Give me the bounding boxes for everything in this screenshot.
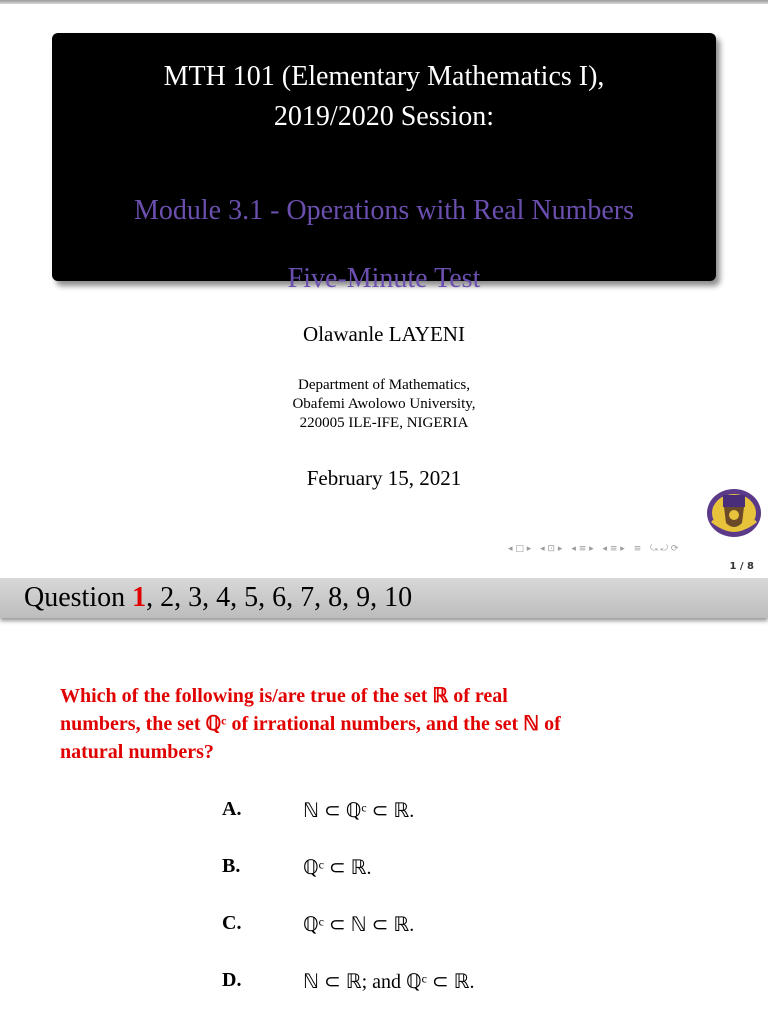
presentation-date: February 15, 2021	[306, 466, 462, 490]
affiliation	[0, 376, 768, 433]
option-expression: ℚᶜ ⊂ ℝ.	[303, 857, 372, 879]
slide-title	[52, 57, 716, 137]
title-line-2: 2019/2020 Session:	[273, 101, 495, 132]
option-d[interactable]	[0, 969, 768, 999]
question-slide	[0, 578, 768, 1024]
author-name: Olawanle LAYENI	[303, 322, 465, 346]
question-nav-title	[24, 580, 412, 616]
page-number: 1 / 8	[729, 561, 754, 572]
beamer-navigation-bar[interactable]	[508, 544, 684, 556]
question-header	[0, 578, 768, 618]
nav-outline-icon[interactable]: ≡	[633, 544, 642, 554]
affiliation-line-2: Obafemi Awolowo University,	[292, 396, 476, 412]
current-question-number[interactable]: 1	[132, 582, 147, 613]
title-line-1: MTH 101 (Elementary Mathematics I),	[163, 61, 605, 92]
option-letter: A.	[222, 798, 242, 820]
question-line-3: natural numbers?	[60, 741, 214, 763]
option-letter: D.	[222, 969, 242, 991]
slide-subtitle: Module 3.1 - Operations with Real Numbers	[133, 195, 635, 226]
question-label: Question	[24, 582, 126, 613]
option-c[interactable]	[0, 912, 768, 942]
university-crest-icon	[706, 487, 762, 539]
option-expression: ℕ ⊂ ℝ; and ℚᶜ ⊂ ℝ.	[303, 971, 475, 993]
option-expression: ℕ ⊂ ℚᶜ ⊂ ℝ.	[303, 800, 415, 822]
option-a[interactable]	[0, 798, 768, 828]
question-line-2: numbers, the set ℚᶜ of irrational numbers, and the set ℕ of	[60, 713, 561, 735]
title-box	[52, 33, 716, 294]
nav-search-back-icon[interactable]: ⤿ ⤾ ⟳	[650, 544, 679, 554]
slide-subtitle-2: Five-Minute Test	[287, 263, 481, 294]
question-line-1: Which of the following is/are true of the set ℝ of real	[60, 685, 508, 707]
option-expression: ℚᶜ ⊂ ℕ ⊂ ℝ.	[303, 914, 415, 936]
nav-section-icon[interactable]: ◂ ≡ ▸	[571, 544, 594, 554]
other-question-numbers[interactable]: , 2, 3, 4, 5, 6, 7, 8, 9, 10	[146, 582, 413, 613]
option-b[interactable]	[0, 855, 768, 885]
option-letter: B.	[222, 855, 241, 877]
nav-part-icon[interactable]: ◂ ≡ ▸	[602, 544, 625, 554]
nav-frame-icon[interactable]: ◂ □ ▸	[508, 544, 532, 554]
affiliation-line-3: 220005 ILE-IFE, NIGERIA	[299, 415, 469, 431]
top-rule	[0, 0, 768, 4]
question-text	[60, 682, 710, 766]
option-letter: C.	[222, 912, 242, 934]
affiliation-line-1: Department of Mathematics,	[297, 377, 471, 393]
nav-subsection-icon[interactable]: ◂ ⊡ ▸	[540, 544, 563, 554]
